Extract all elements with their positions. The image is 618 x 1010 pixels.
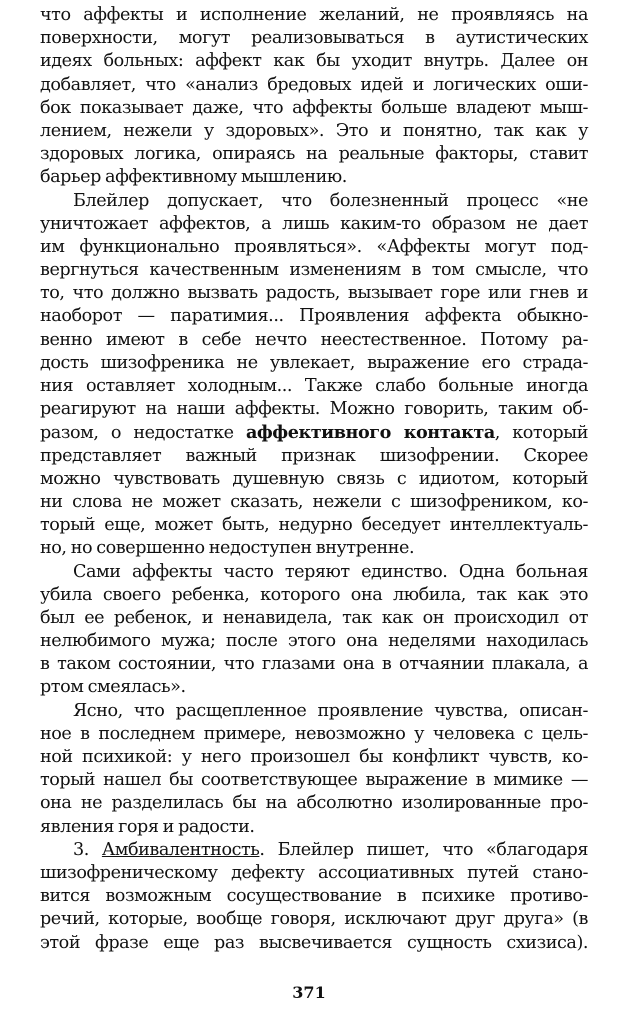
text-line: ртом смеялась». xyxy=(40,677,186,698)
text-line: уничтожает аффектов, а лишь каким-то образом не дает xyxy=(40,213,588,234)
text-line: Блейлер допускает, что болезненный процесс «не xyxy=(73,190,588,211)
text-line: венно имеют в себе нечто неестественное. Потому ра- xyxy=(40,329,588,350)
text-line: бок показывает даже, что аффекты больше владеют мыш- xyxy=(40,97,588,118)
text-line: вергнуться качественным изменениям в том смысле, что xyxy=(40,260,588,281)
text-line: явления горя и радости. xyxy=(40,816,255,837)
text-line: барьер аффективному мышлению. xyxy=(40,167,347,188)
text-line: ния оставляет холодным... Также слабо больные иногда xyxy=(40,376,588,396)
text-line: нелюбимого мужа; после этого она неделями находилась xyxy=(40,631,588,652)
bold-term: аффективного контакта xyxy=(245,422,495,444)
text-line: Сами аффекты часто теряют единство. Одна больная xyxy=(73,561,588,582)
underlined-term: Амбивалентность xyxy=(101,839,260,860)
text-line: торый еще, может быть, недурно беседует интеллектуаль- xyxy=(40,515,588,536)
text-line: 3. Амбивалентность. Блейлер пишет, что «благодаря xyxy=(73,839,588,860)
text-line: то, что должно вызвать радость, вызывает горе или гнев и xyxy=(40,283,588,304)
text-line: ное в последнем примере, невозможно у человека с цель- xyxy=(40,723,588,744)
text-line: представляет важный признак шизофрении. Скорее xyxy=(40,445,588,466)
text-line: был ее ребенок, и ненавидела, так как он происходил от xyxy=(40,607,588,628)
text-line: ной психикой: у него произошел бы конфликт чувств, ко- xyxy=(40,747,588,767)
text-line: шизофреническому дефекту ассоциативных путей стано- xyxy=(40,862,588,883)
paragraph xyxy=(40,561,588,700)
text-line: поверхности, могут реализовываться в аутистических xyxy=(40,28,588,49)
page-number: 371 xyxy=(292,983,326,1002)
text-line: наоборот — паратимия... Проявления аффекта обыкно- xyxy=(40,306,588,327)
text-line: разом, о недостатке аффективного контакта, который xyxy=(40,422,588,444)
page-body xyxy=(40,4,588,955)
text-line: можно чувствовать душевную связь с идиотом, который xyxy=(40,468,588,489)
text-line: лением, нежели у здоровых». Это и понятно, так как у xyxy=(40,120,588,141)
text-line: им функционально проявляться». «Аффекты могут под- xyxy=(40,236,588,257)
paragraph xyxy=(40,190,588,561)
text-line: убила своего ребенка, которого она любила, так как это xyxy=(40,584,588,605)
text-line: в таком состоянии, что глазами она в отчаянии плакала, а xyxy=(40,654,588,675)
text-line: она не разделилась бы на абсолютно изолированные про- xyxy=(40,793,588,814)
paragraph xyxy=(40,700,588,839)
text-line: дость шизофреника не увлекает, выражение его страда- xyxy=(40,352,588,373)
text-line: реагируют на наши аффекты. Можно говорить, таким об- xyxy=(40,399,588,420)
text-line: но, но совершенно недоступен внутренне. xyxy=(40,538,415,559)
paragraph xyxy=(40,839,588,955)
paragraph xyxy=(40,4,588,190)
text-line: ни слова не может сказать, нежели с шизофреником, ко- xyxy=(40,491,588,512)
text-line: торый нашел бы соответствующее выражение в мимике — xyxy=(40,770,588,791)
text-line: здоровых логика, опираясь на реальные факторы, ставит xyxy=(40,144,588,165)
text-line: Ясно, что расщепленное проявление чувства, описан- xyxy=(73,700,588,721)
text-line: этой фразе еще раз высвечивается сущность схизиса). xyxy=(40,932,588,953)
text-line: речий, которые, вообще говоря, исключают друг друга» (в xyxy=(40,909,588,930)
text-line: идеях больных: аффект как бы уходит внутрь. Далее он xyxy=(40,51,588,72)
text-line: вится возможным сосуществование в психике противо- xyxy=(40,886,588,907)
text-line: добавляет, что «анализ бредовых идей и логических оши- xyxy=(40,74,588,95)
text-line: что аффекты и исполнение желаний, не проявляясь на xyxy=(40,5,588,25)
